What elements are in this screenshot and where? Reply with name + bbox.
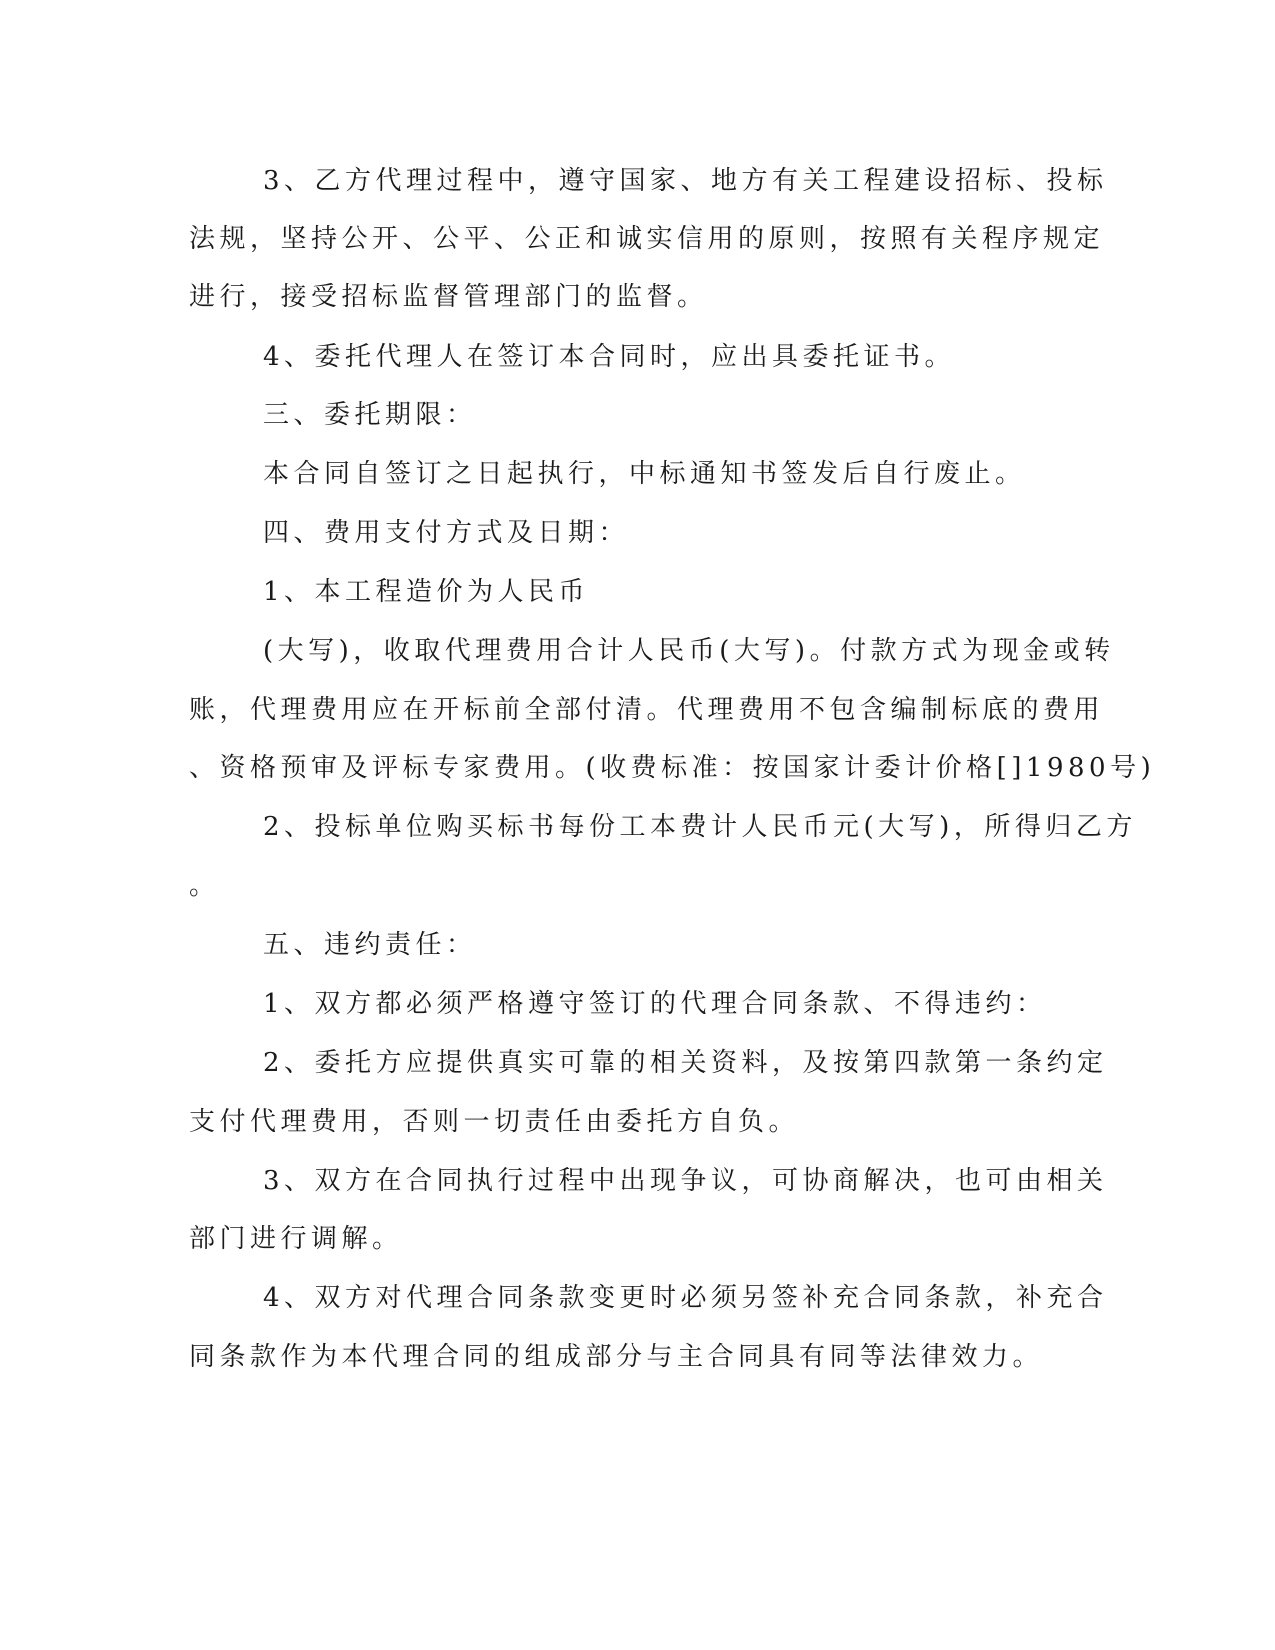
section-heading: 三、委托期限： xyxy=(263,400,477,430)
text-line: 本合同自签订之日起执行，中标通知书签发后自行废止。 xyxy=(263,459,1026,489)
text-line: 账，代理费用应在开标前全部付清。代理费用不包含编制标底的费用 xyxy=(189,695,1105,725)
text-line: 部门进行调解。 xyxy=(189,1224,403,1254)
text-line: 。 xyxy=(189,871,220,901)
section-heading: 四、费用支付方式及日期： xyxy=(263,518,630,548)
text-line: 法规，坚持公开、公平、公正和诚实信用的原则，按照有关程序规定 xyxy=(189,224,1105,254)
text-line: 1、双方都必须严格遵守签订的代理合同条款、不得违约： xyxy=(263,989,1047,1019)
text-line: 同条款作为本代理合同的组成部分与主合同具有同等法律效力。 xyxy=(189,1342,1044,1372)
text-line: 进行，接受招标监督管理部门的监督。 xyxy=(189,282,708,312)
text-line: 1、本工程造价为人民币 xyxy=(263,577,590,607)
text-line: 4、委托代理人在签订本合同时，应出具委托证书。 xyxy=(263,342,956,372)
text-line: 4、双方对代理合同条款变更时必须另签补充合同条款，补充合 xyxy=(263,1283,1108,1313)
text-line: 、资格预审及评标专家费用。(收费标准：按国家计委计价格[]1980号) xyxy=(189,753,1156,783)
text-line: (大写)，收取代理费用合计人民币(大写)。付款方式为现金或转 xyxy=(263,636,1115,666)
text-line: 2、投标单位购买标书每份工本费计人民币元(大写)，所得归乙方 xyxy=(263,812,1137,842)
text-line: 2、委托方应提供真实可靠的相关资料，及按第四款第一条约定 xyxy=(263,1048,1108,1078)
section-heading: 五、违约责任： xyxy=(263,930,477,960)
text-line: 3、乙方代理过程中，遵守国家、地方有关工程建设招标、投标 xyxy=(263,166,1108,196)
text-line: 3、双方在合同执行过程中出现争议，可协商解决，也可由相关 xyxy=(263,1166,1108,1196)
text-line: 支付代理费用，否则一切责任由委托方自负。 xyxy=(189,1107,800,1137)
